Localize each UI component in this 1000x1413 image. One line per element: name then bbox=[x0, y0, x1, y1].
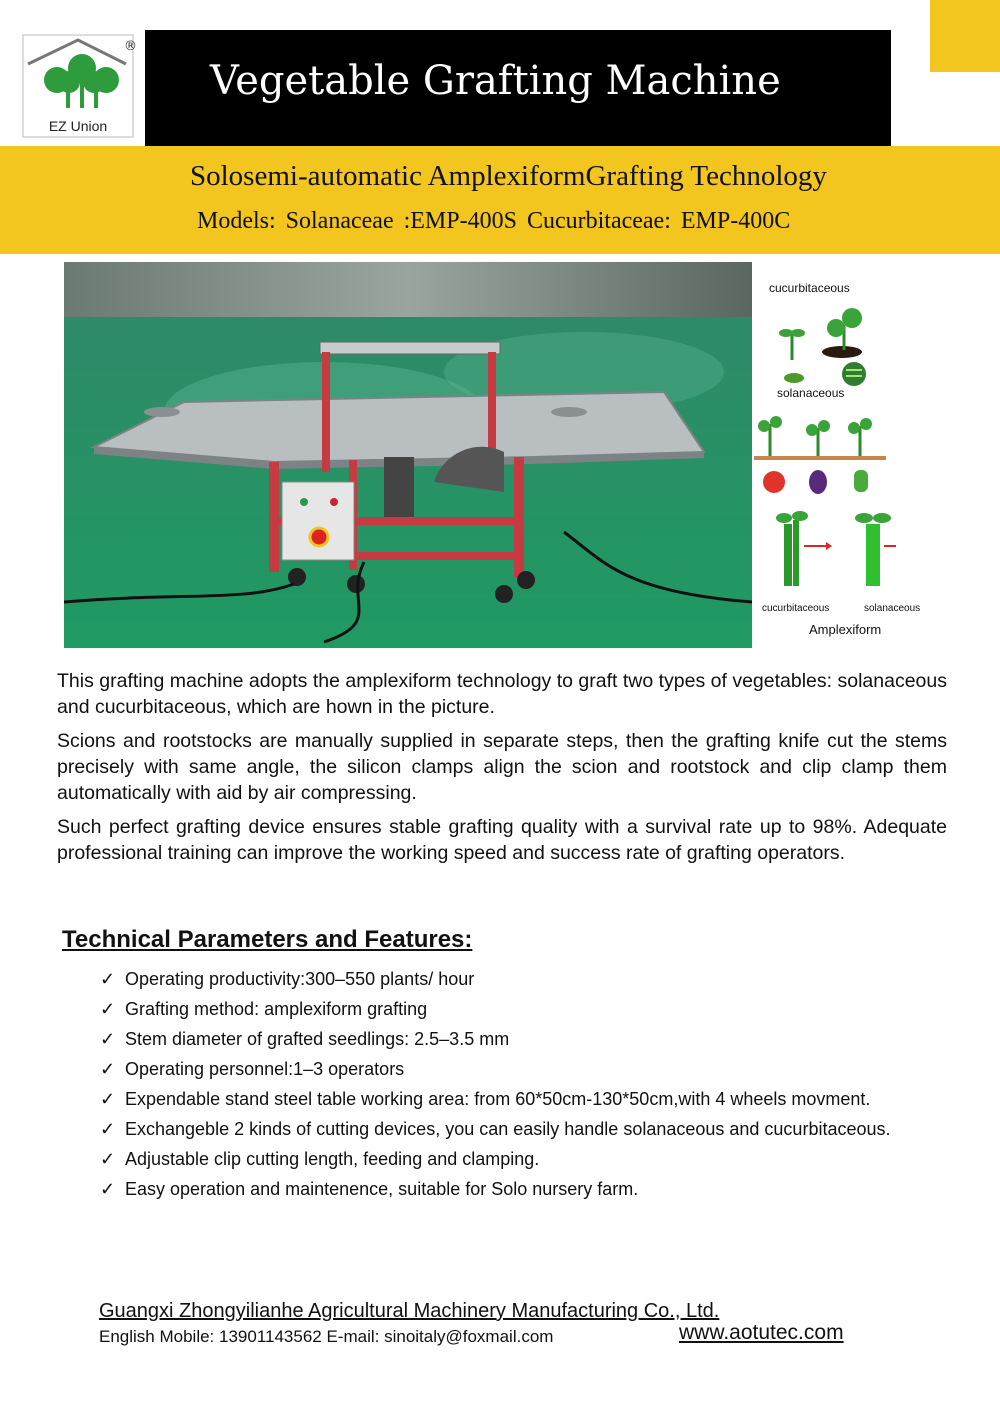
diagram-label-solanaceous: solanaceous bbox=[777, 386, 845, 400]
check-icon: ✓ bbox=[100, 1059, 116, 1079]
diagram-label-bottom-right: solanaceous bbox=[864, 603, 921, 614]
diagram-caption: Amplexiform bbox=[809, 622, 882, 637]
cucurbit-plants-icon bbox=[772, 300, 882, 390]
paragraph-3: Such perfect grafting device ensures stable grafting quality with a survival rate up to 98%. Adequate professional training can improve the working speed and success rate of grafting operators. bbox=[57, 816, 947, 864]
company-name[interactable]: Guangxi Zhongyilianhe Agricultural Machinery Manufacturing Co., Ltd. bbox=[99, 1300, 720, 1322]
corner-accent bbox=[930, 0, 1000, 72]
registered-mark: ® bbox=[124, 39, 137, 54]
contact-line bbox=[99, 1321, 879, 1353]
title-bar bbox=[145, 30, 891, 146]
check-icon: ✓ bbox=[100, 1149, 116, 1169]
grafting-diagram bbox=[752, 270, 921, 650]
feature-item: ✓ Adjustable clip cutting length, feeding and clamping. bbox=[100, 1144, 900, 1174]
check-icon: ✓ bbox=[100, 1179, 116, 1199]
feature-item: ✓ Operating productivity:300–550 plants/ hour bbox=[100, 964, 900, 994]
paragraph-2: Scions and rootstocks are manually supplied in separate steps, then the grafting knife cut the stems precisely with same angle, the silicon clamps align the scion and rootstock and clip clamp them automatically with aid by air compressing. bbox=[57, 730, 947, 804]
check-icon: ✓ bbox=[100, 999, 116, 1019]
check-icon: ✓ bbox=[100, 1119, 116, 1139]
footer bbox=[99, 1300, 879, 1353]
diagram-label-cucurbitaceous: cucurbitaceous bbox=[769, 281, 850, 295]
solanaceous-plants-icon bbox=[752, 406, 892, 502]
models-line: Models: Solanaceae :EMP-400S Cucurbitaceae: EMP-400C bbox=[197, 208, 791, 234]
description bbox=[57, 668, 947, 874]
feature-item: ✓ Easy operation and maintenence, suitable for Solo nursery farm. bbox=[100, 1174, 900, 1204]
check-icon: ✓ bbox=[100, 1089, 116, 1109]
feature-item: ✓ Operating personnel:1–3 operators bbox=[100, 1054, 900, 1084]
machine-photo bbox=[64, 262, 752, 648]
feature-item: ✓ Expendable stand steel table working area: from 60*50cm-130*50cm,with 4 wheels movment. bbox=[100, 1084, 900, 1114]
feature-item: ✓ Exchangeble 2 kinds of cutting devices, you can easily handle solanaceous and cucurbitaceous. bbox=[100, 1114, 900, 1144]
page-title: Vegetable Grafting Machine bbox=[210, 58, 781, 104]
section-title: Technical Parameters and Features: bbox=[62, 926, 473, 953]
company-logo bbox=[22, 34, 137, 138]
diagram-label-bottom-left: cucurbitaceous bbox=[762, 603, 830, 614]
feature-item: ✓ Stem diameter of grafted seedlings: 2.5–3.5 mm bbox=[100, 1024, 900, 1054]
subtitle: Solosemi-automatic AmplexiformGrafting Technology bbox=[190, 160, 827, 192]
check-icon: ✓ bbox=[100, 969, 116, 989]
check-icon: ✓ bbox=[100, 1029, 116, 1049]
contact-info: English Mobile: 13901143562 E-mail: sinoitaly@foxmail.com bbox=[99, 1327, 554, 1346]
amplexiform-graft-icon bbox=[766, 506, 896, 590]
feature-item: ✓ Grafting method: amplexiform grafting bbox=[100, 994, 900, 1024]
subtitle-band bbox=[0, 146, 1000, 254]
website-link[interactable]: www.aotutec.com bbox=[679, 1321, 844, 1344]
logo-name: EZ Union bbox=[48, 118, 108, 134]
feature-list bbox=[100, 964, 900, 1204]
paragraph-1: This grafting machine adopts the amplexiform technology to graft two types of vegetables: solanaceous and cucurbitaceous, which are hown in the picture. bbox=[57, 670, 947, 718]
